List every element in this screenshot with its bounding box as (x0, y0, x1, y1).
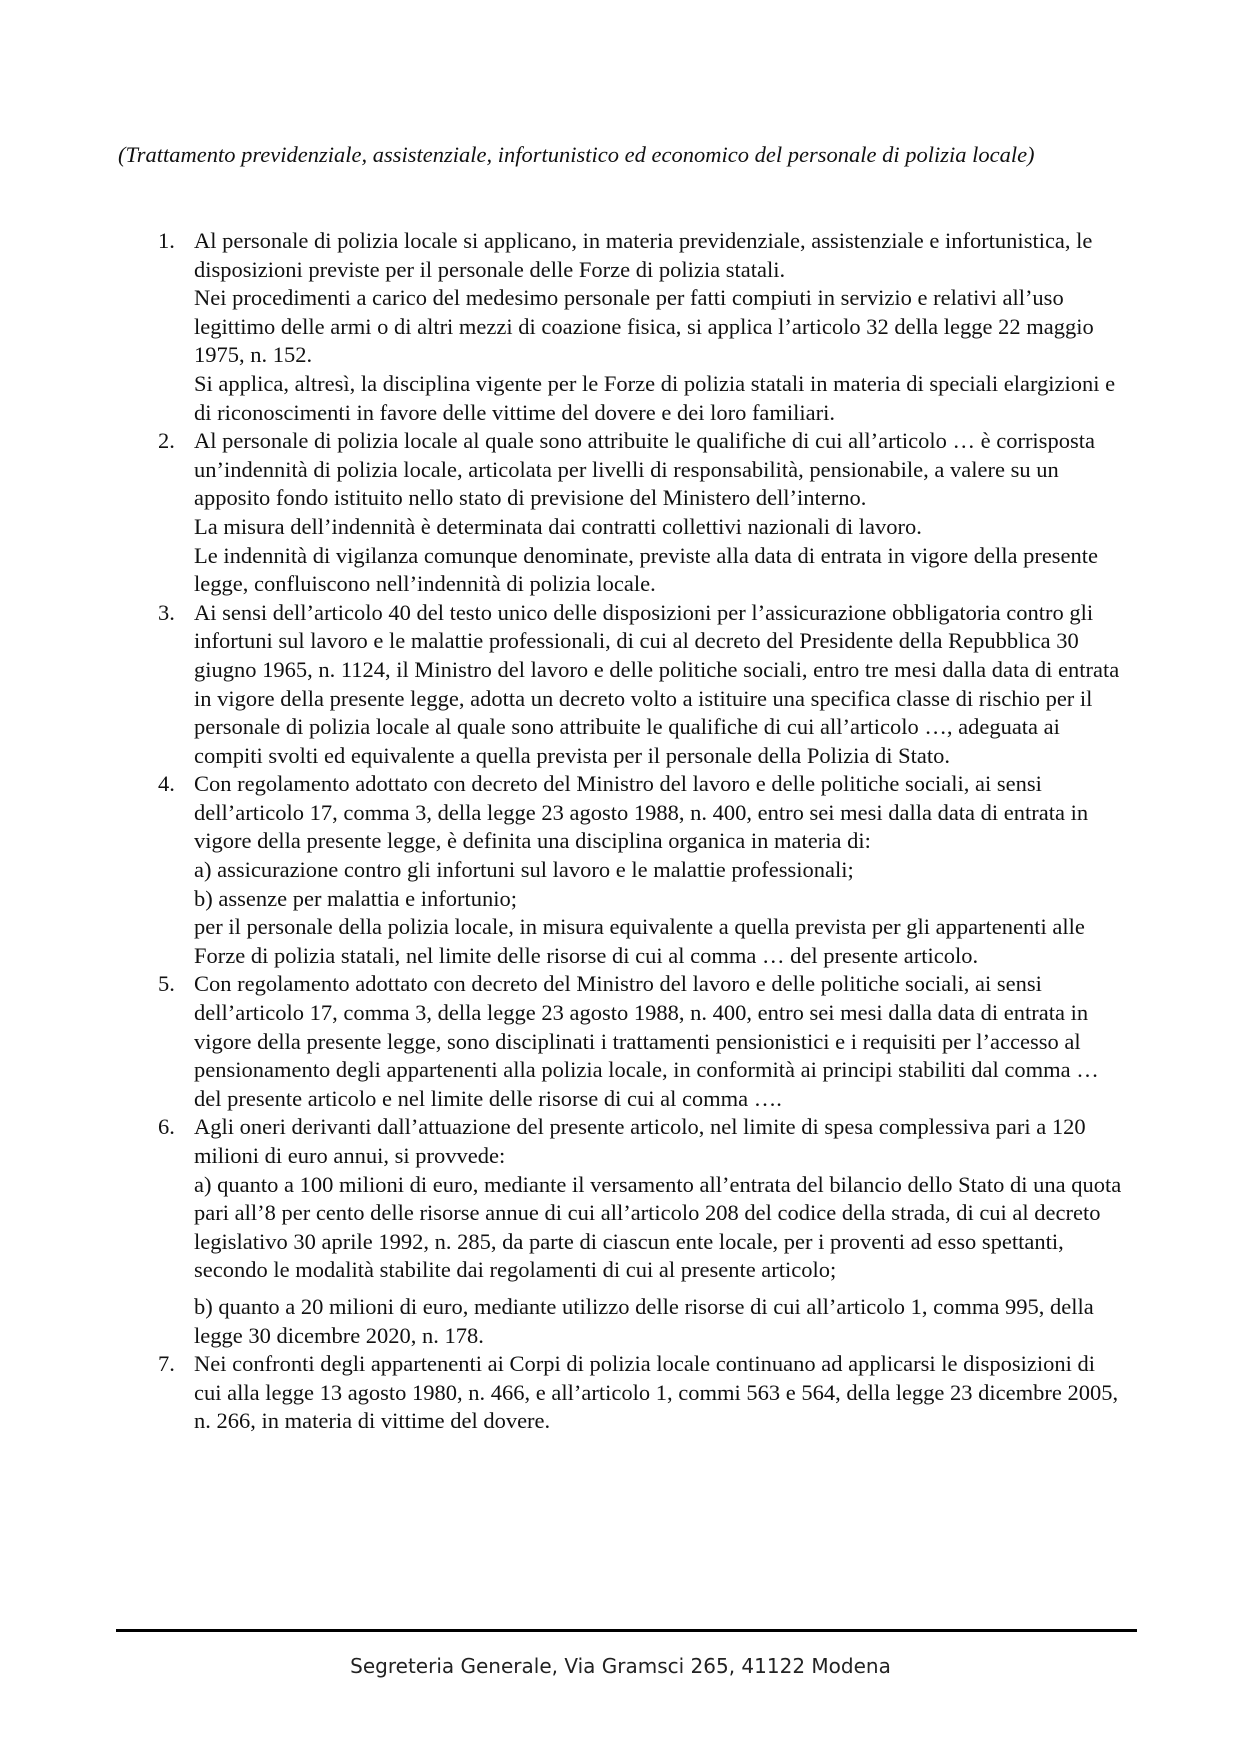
item-number: 1. (158, 228, 175, 253)
footer-divider (116, 1629, 1137, 1632)
item-number: 2. (158, 428, 175, 454)
paragraph: Agli oneri derivanti dall’attuazione del presente articolo, nel limite di spesa complessiva pari a 120 milioni di euro annui, si provvede: (194, 1114, 1086, 1168)
paragraph: Al personale di polizia locale al quale sono attribuite le qualifiche di cui all’articolo … è corrisposta un’indennità di polizia locale, articolata per livelli di responsabilità, pensionabile, a valere su un apposito fondo istituito nello stato di previsione del Ministero dell’interno. (194, 428, 1095, 511)
paragraph: Ai sensi dell’articolo 40 del testo unico delle disposizioni per l’assicurazione obbligatoria contro gli infortuni sul lavoro e le malattie professionali, di cui al decreto del Presidente della Repubblica 30 giugno 1965, n. 1124, il Ministro del lavoro e delle politiche sociali, entro tre mesi dalla data di entrata in vigore della presente legge, adotta un decreto volto a istituire una specifica classe di rischio per il personale di polizia locale al quale sono attribuite le qualifiche di cui all’articolo …, adeguata ai compiti svolti ed equivalente a quella prevista per il personale della Polizia di Stato. (194, 599, 1120, 768)
list-item-1 (118, 227, 1128, 427)
paragraph: a) assicurazione contro gli infortuni sul lavoro e le malattie professionali; (194, 857, 854, 883)
paragraph: b) quanto a 20 milioni di euro, mediante utilizzo delle risorse di cui all’articolo 1, comma 995, della legge 30 dicembre 2020, n. 178. (194, 1293, 1094, 1348)
paragraph: Nei confronti degli appartenenti ai Corpi di polizia locale continuano ad applicarsi le disposizioni di cui alla legge 13 agosto 1980, n. 466, e all’articolo 1, commi 563 e 564, della legge 23 dicembre 2005, n. 266, in materia di vittime del dovere. (194, 1351, 1119, 1434)
list-item-2 (118, 427, 1128, 599)
article-list (118, 227, 1128, 1436)
list-item-7 (118, 1350, 1128, 1436)
list-item-3 (118, 599, 1128, 771)
article-heading: (Trattamento previdenziale, assistenziale, infortunistico ed economico del personale di polizia locale) (118, 142, 1035, 167)
paragraph: Con regolamento adottato con decreto del Ministro del lavoro e delle politiche sociali, ai sensi dell’articolo 17, comma 3, della legge 23 agosto 1988, n. 400, entro sei mesi dalla data di entrata in vigore della presente legge, è definita una disciplina organica in materia di: (194, 771, 1089, 854)
item-number: 4. (158, 771, 175, 797)
paragraph: Nei procedimenti a carico del medesimo personale per fatti compiuti in servizio e relativi all’uso legittimo delle armi o di altri mezzi di coazione fisica, si applica l’articolo 32 della legge 22 maggio 1975, n. 152. (194, 285, 1094, 368)
item-number: 6. (158, 1114, 175, 1140)
paragraph: Con regolamento adottato con decreto del Ministro del lavoro e delle politiche sociali, ai sensi dell’articolo 17, comma 3, della legge 23 agosto 1988, n. 400, entro sei mesi dalla data di entrata in vigore della presente legge, sono disciplinati i trattamenti pensionistici e i requisiti per l’accesso al pensionamento degli appartenenti alla polizia locale, in conformità ai principi stabiliti dal comma … del presente articolo e nel limite delle risorse di cui al comma …. (194, 971, 1099, 1111)
item-number: 5. (158, 971, 175, 997)
footer-address: Segreteria Generale, Via Gramsci 265, 41122 Modena (350, 1654, 891, 1678)
list-item-4 (118, 770, 1128, 970)
item-number: 7. (158, 1351, 175, 1377)
paragraph: Le indennità di vigilanza comunque denominate, previste alla data di entrata in vigore della presente legge, confluiscono nell’indennità di polizia locale. (194, 542, 1099, 597)
paragraph: per il personale della polizia locale, in misura equivalente a quella prevista per gli appartenenti alle Forze di polizia statali, nel limite delle risorse di cui al comma … del presente articolo. (194, 914, 1085, 968)
item-number: 3. (158, 599, 175, 625)
paragraph: a) quanto a 100 milioni di euro, mediante il versamento all’entrata del bilancio dello Stato di una quota pari all’8 per cento delle risorse annue di cui all’articolo 208 del codice della strada, di cui al decreto legislativo 30 aprile 1992, n. 285, da parte di ciascun ente locale, per i proventi ad esso spettanti, secondo le modalità stabilite dai regolamenti di cui al presente articolo; (194, 1171, 1122, 1283)
paragraph: Al personale di polizia locale si applicano, in materia previdenziale, assistenziale e infortunistica, le disposizioni previste per il personale delle Forze di polizia statali. (194, 228, 1093, 282)
paragraph: b) assenze per malattia e infortunio; (194, 885, 517, 911)
list-item-6 (118, 1113, 1128, 1350)
list-item-5 (118, 970, 1128, 1113)
paragraph: La misura dell’indennità è determinata dai contratti collettivi nazionali di lavoro. (194, 513, 922, 539)
paragraph: Si applica, altresì, la disciplina vigente per le Forze di polizia statali in materia di speciali elargizioni e di riconoscimenti in favore delle vittime del dovere e dei loro familiari. (194, 370, 1116, 425)
